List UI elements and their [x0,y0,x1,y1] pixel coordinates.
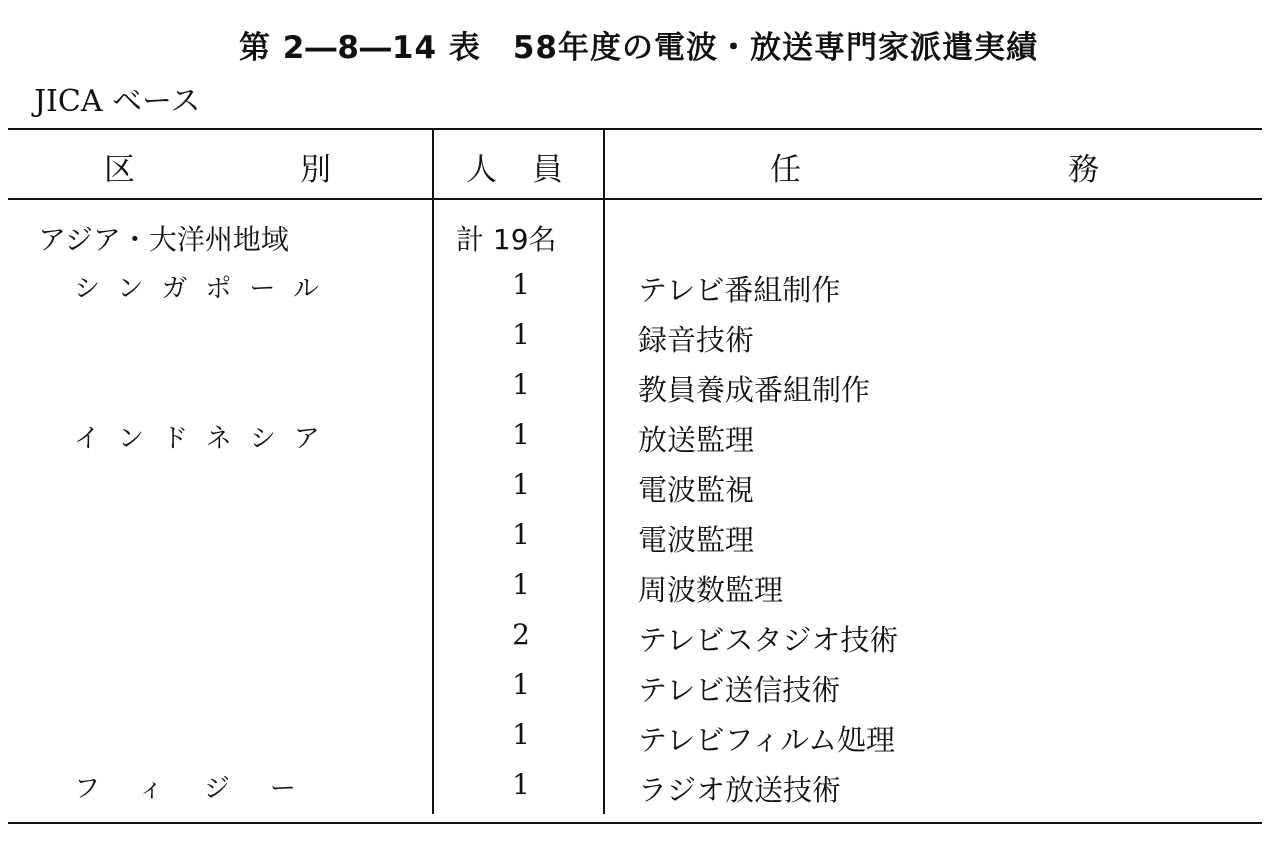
cell-count: 計 19名 [456,223,557,256]
table-header-rule [8,198,1262,200]
table-row [0,414,1277,464]
table-top-rule [8,128,1262,130]
cell-task: テレビ送信技術 [638,673,841,707]
cell-task: 電波監理 [638,523,755,557]
cell-task: ラジオ放送技術 [638,773,842,807]
table-row [0,764,1277,814]
cell-count: 1 [512,718,530,751]
cell-task: テレビフィルム処理 [638,723,895,757]
header-task-char-2: 務 [1068,152,1099,188]
column-divider-1 [432,130,434,198]
cell-task: 放送監理 [638,423,755,457]
header-count-char-1: 人 [466,152,497,188]
cell-count: 1 [512,518,530,551]
header-region-char-2: 別 [300,152,331,188]
cell-count: 1 [512,368,530,401]
cell-task: テレビスタジオ技術 [638,623,899,657]
cell-count: 1 [512,418,530,451]
cell-region: アジア・大洋州地域 [38,223,289,256]
cell-region: フィジー [74,774,336,804]
cell-count: 1 [512,568,530,601]
cell-task: 録音技術 [638,323,755,357]
cell-count: 1 [512,768,530,801]
table-row [0,664,1277,714]
cell-task: 電波監視 [638,473,755,507]
header-count-char-2: 員 [532,152,563,188]
table-row [0,514,1277,564]
cell-region: インドネシア [74,424,338,454]
table-row [0,264,1277,314]
cell-count: 1 [512,318,530,351]
table-row [0,314,1277,364]
table-row [0,714,1277,764]
cell-count: 1 [512,668,530,701]
column-divider-2 [603,130,605,198]
cell-region: シンガポール [74,274,337,304]
table-row [0,364,1277,414]
table-subtitle: JICA ベース [34,84,201,119]
table-row [0,214,1277,264]
header-task-char-1: 任 [770,152,801,188]
table-row [0,614,1277,664]
cell-count: 1 [512,468,530,501]
cell-count: 1 [512,268,530,301]
header-region-char-1: 区 [104,152,135,188]
cell-task: 周波数監理 [638,573,784,607]
table-row [0,464,1277,514]
table-row [0,564,1277,614]
cell-count: 2 [512,618,530,651]
cell-task: テレビ番組制作 [638,273,841,307]
table-bottom-rule [8,822,1262,824]
table-title: 第 2―8―14 表 58年度の電波・放送専門家派遣実績 [238,30,1038,66]
cell-task: 教員養成番組制作 [638,373,871,407]
